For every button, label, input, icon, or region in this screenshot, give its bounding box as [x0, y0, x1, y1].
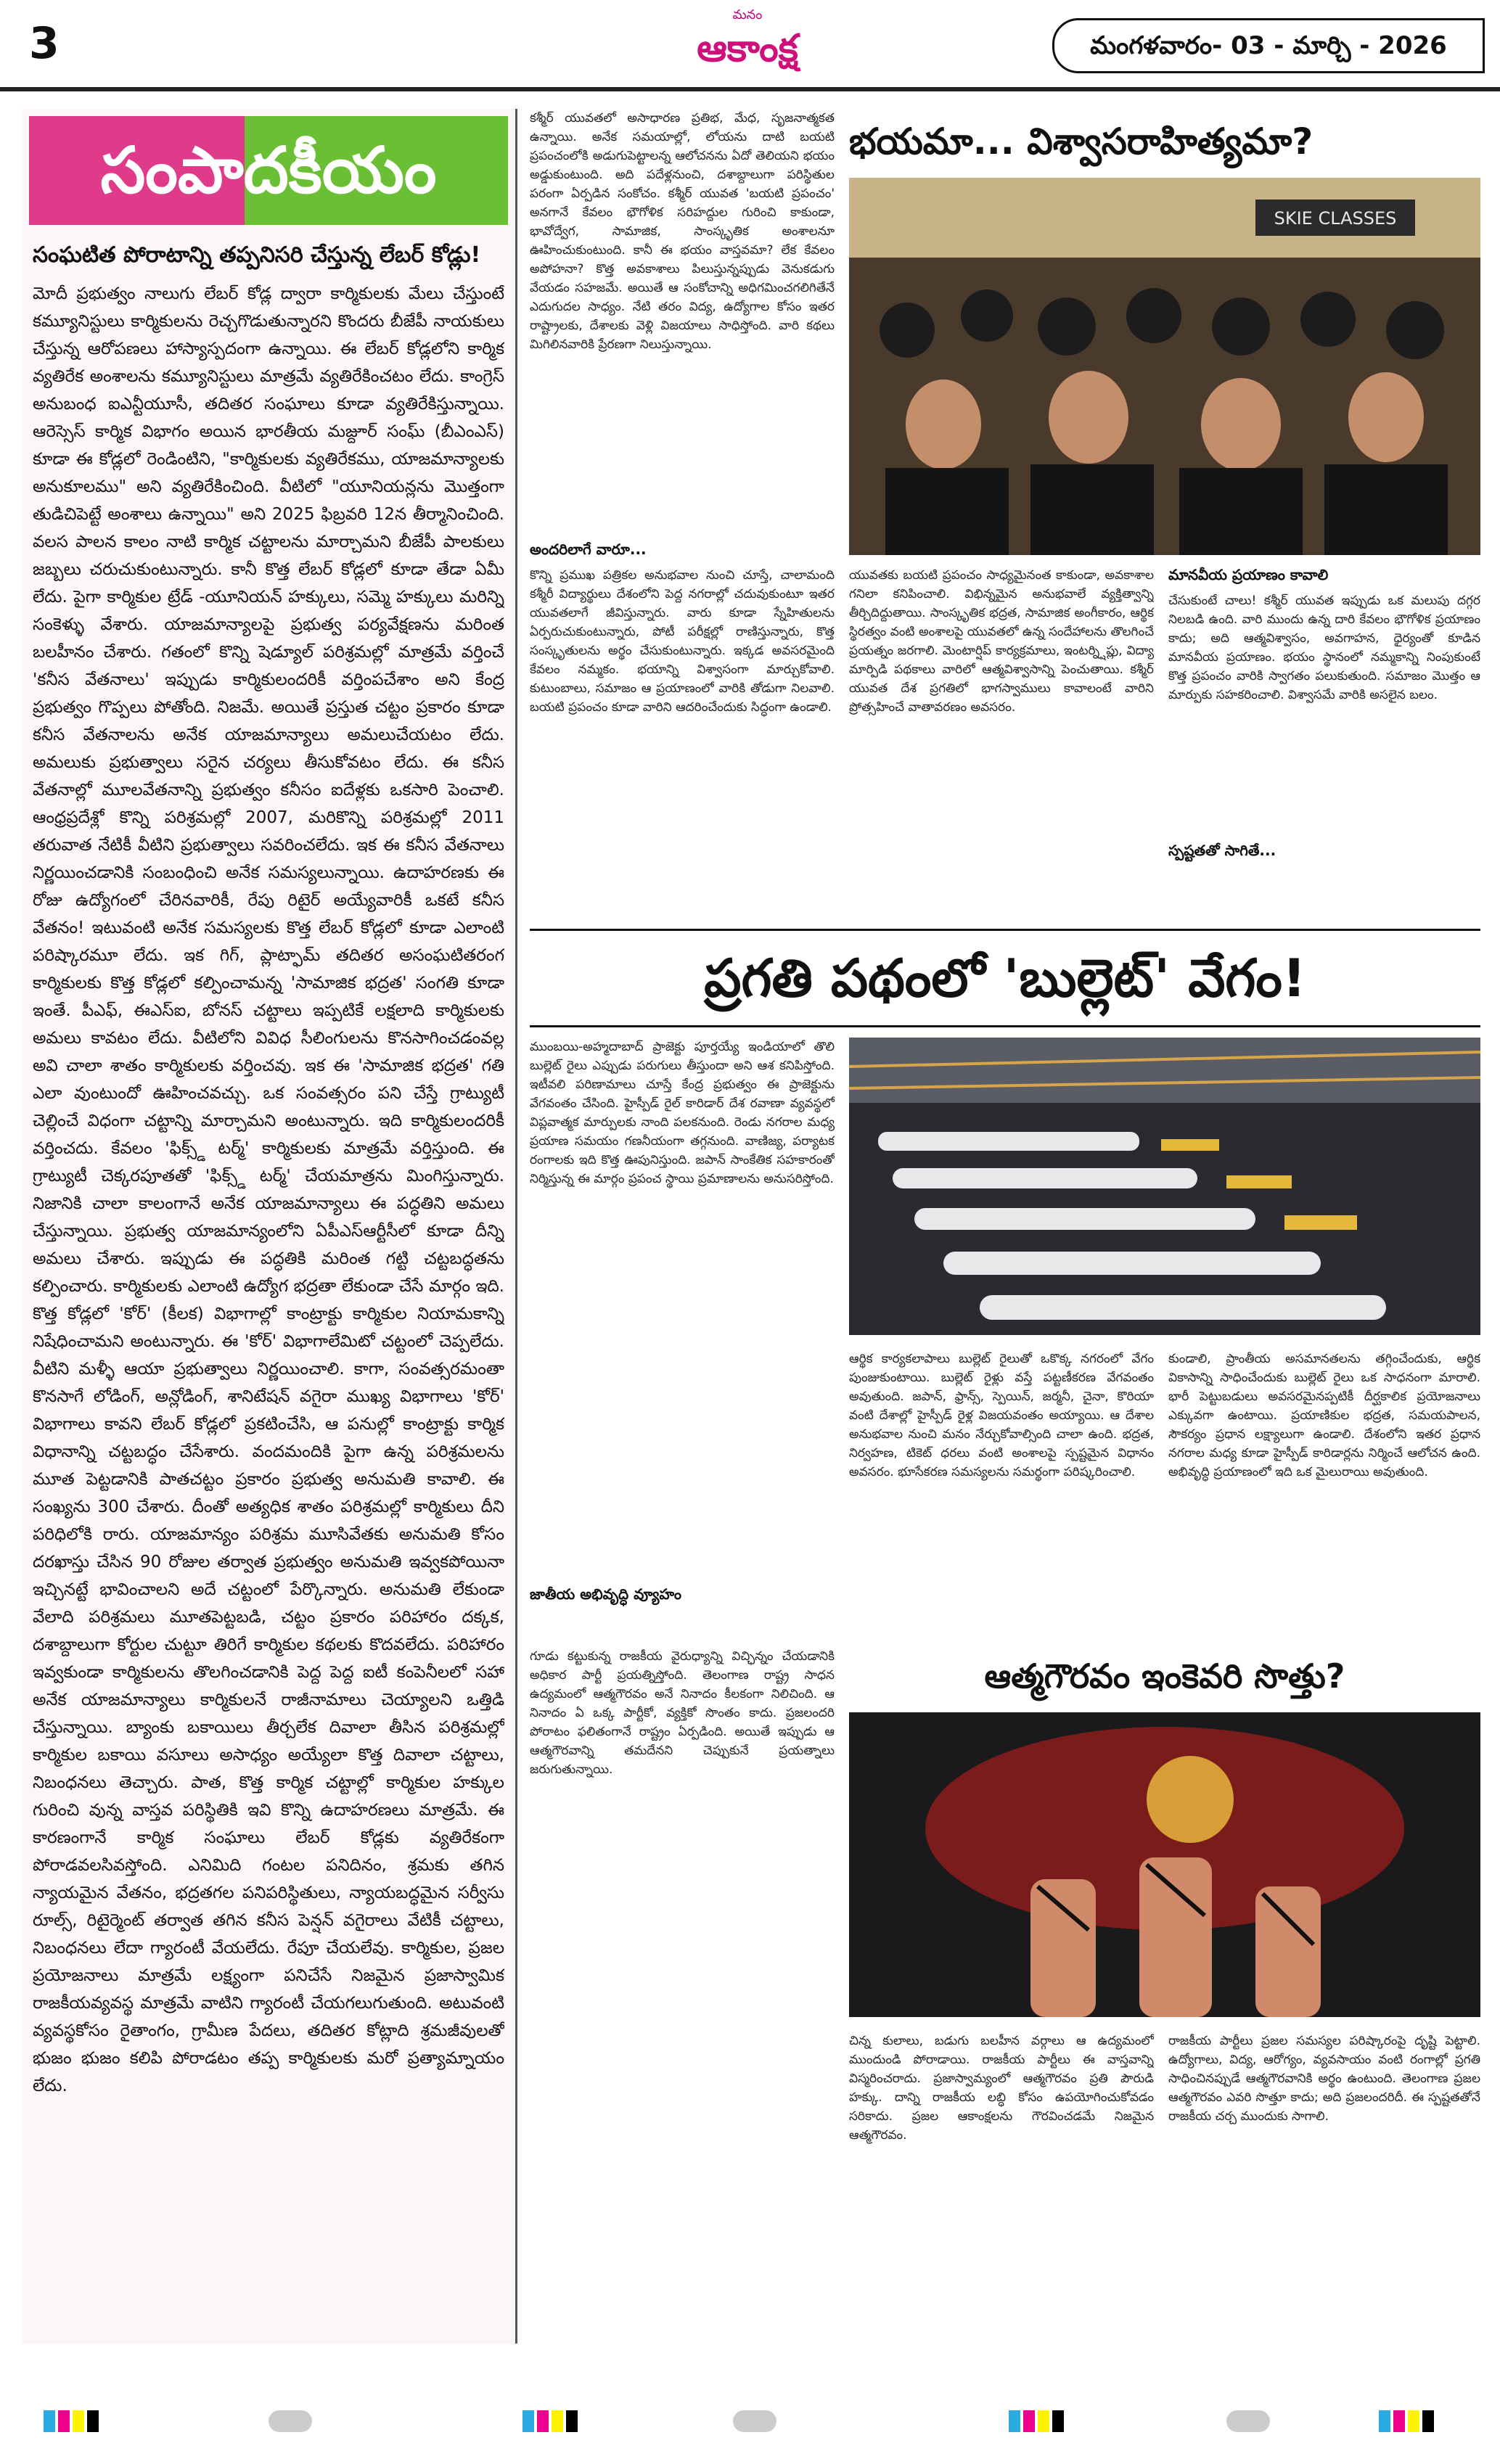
logo-text: ఆకాంక్ష [697, 27, 798, 70]
black-swatch [566, 2410, 578, 2432]
print-registration-strip [0, 2402, 1500, 2445]
article1-subhead-2: మానవీయ ప్రయాణం కావాలి [1168, 566, 1329, 583]
magenta-swatch [1023, 2410, 1035, 2432]
registration-pill [269, 2410, 312, 2432]
editorial-section-banner: సంపాదకీయం [29, 116, 508, 225]
logo-small-text: మనం [732, 7, 763, 22]
article3-col-c: రాజకీయ పార్టీలు ప్రజల సమస్యల పరిష్కారంపై దృష్టి పెట్టాలి. ఉద్యోగాలు, విద్య, ఆరోగ్యం, వ్యవసాయం వంటి రంగాల్లో ప్రగతి సాధించినప్పుడే ఆత్మగౌరవానికి అర్థం ఉంటుంది. తెలంగాణ ప్రజల ఆత్మగౌరవం ఎవరి సొత్తూ కాదు; అది ప్రజలందరిదీ. ఈ స్పష్టతతోనే రాజకీయ చర్చ ముందుకు సాగాలి. [1168, 2034, 1480, 2124]
cyan-swatch [522, 2410, 534, 2432]
editorial-column [22, 109, 517, 2344]
registration-pill [1226, 2410, 1270, 2432]
article2-subhead: జాతీయ అభివృద్ధి వ్యూహం [530, 1585, 681, 1603]
article3-col-b: చిన్న కులాలు, బడుగు బలహీన వర్గాలు ఆ ఉద్యమంలో ముందుండి పోరాడాయి. రాజకీయ పార్టీలు ఈ వాస్తవాన్ని విస్మరించరాదు. ప్రజాస్వామ్యంలో ఆత్మగౌరవం ప్రతి పౌరుడి హక్కు. దాన్ని రాజకీయ లబ్ధి కోసం ఉపయోగించుకోవడం సరికాదు. ప్రజల ఆకాంక్షలను గౌరవించడమే నిజమైన ఆత్మగౌరవం. [849, 2034, 1154, 2143]
classroom-sign-text: SKIE CLASSES [1274, 208, 1397, 229]
article2-photo [849, 1038, 1480, 1335]
article1-subhead: అందరిలాగే వారూ... [530, 541, 647, 558]
magenta-swatch [537, 2410, 549, 2432]
article3-col-a: గూడు కట్టుకున్న రాజకీయ వైరుధ్యాన్ని విచ్ఛిన్నం చేయడానికి అధికార పార్టీ ప్రయత్నిస్తోంది. తెలంగాణ రాష్ట్ర సాధన ఉద్యమంలో ఆత్మగౌరవం అనే నినాదం కీలకంగా నిలిచింది. ఆ నినాదం ఏ ఒక్క పార్టీకో, వ్యక్తికో సొంతం కాదు. ప్రజలందరి పోరాటం ఫలితంగానే రాష్ట్రం ఏర్పడింది. అయితే ఇప్పుడు ఆ ఆత్మగౌరవాన్ని తమదేనని చెప్పుకునే ప్రయత్నాలు జరుగుతున్నాయి. [530, 1649, 835, 1777]
magenta-swatch [58, 2410, 70, 2432]
article2-col-a: ముంబయి-అహ్మదాబాద్ ప్రాజెక్టు పూర్తయ్యే ఇండియాలో తొలి బుల్లెట్ రైలు ఎప్పుడు పరుగులు తీస్తుందా అని ఆశ కనిపిస్తోంది. ఇటీవలి పరిణామాలు చూస్తే కేంద్ర ప్రభుత్వం ఈ ప్రాజెక్టును వేగవంతం చేసింది. హైస్పీడ్ రైల్ కారిడార్ దేశ రవాణా వ్యవస్థలో విప్లవాత్మక మార్పులకు నాంది పలకనుంది. రెండు నగరాల మధ్య ప్రయాణ సమయం గణనీయంగా తగ్గనుంది. వాణిజ్య, పర్యాటక రంగాలకు ఇది కొత్త ఊపునిస్తుంది. జపాన్ సాంకేతిక సహకారంతో నిర్మిస్తున్న ఈ మార్గం ప్రపంచ స్థాయి ప్రమాణాలను అనుసరిస్తోంది. [530, 1040, 835, 1186]
black-swatch [1052, 2410, 1064, 2432]
article1-col-c: యువతకు బయటి ప్రపంచం సాధ్యమైనంత కాకుండా, అవకాశాల గనిలా కనిపించాలి. విభిన్నమైన అనుభవాలే వ్యక్తిత్వాన్ని తీర్చిదిద్దుతాయి. సాంస్కృతిక భద్రత, సామాజిక అంగీకారం, ఆర్థిక స్థిరత్వం వంటి అంశాలపై యువతలో ఉన్న సందేహాలను తొలగించే ప్రయత్నం జరగాలి. మెంటార్షిప్ కార్యక్రమాలు, ఇంటర్న్షిప్లు, విద్యా మార్పిడి పథకాలు వారిలో ఆత్మవిశ్వాసాన్ని పెంచుతాయి. కశ్మీర్ యువత దేశ ప్రగతిలో భాగస్వాములు కావాలంటే వారిని ప్రోత్సహించే వాతావరణం అవసరం. [849, 568, 1154, 715]
page-header [0, 0, 1500, 91]
article2-col-c: కుండాలి, ప్రాంతీయ అసమానతలను తగ్గించేందుకు, ఆర్థిక వికాసాన్ని సాధించేందుకు బుల్లెట్ రైలు ఒక సాధనంగా మారాలి. భారీ పెట్టుబడులు అవసరమైనప్పటికీ దీర్ఘకాలిక ప్రయోజనాలు ఎక్కువగా ఉంటాయి. ప్రయాణికుల భద్రత, సమయపాలన, సౌకర్యం ప్రధాన లక్ష్యాలుగా ఉండాలి. దేశంలోని ఇతర ప్రధాన నగరాల మధ్య కూడా హైస్పీడ్ కారిడార్లను నిర్మించే ఆలోచన ఉంది. అభివృద్ధి ప్రయాణంలో ఇది ఒక మైలురాయి అవుతుంది. [1168, 1352, 1480, 1479]
yellow-swatch [73, 2410, 84, 2432]
article1-col-d: చేసుకుంటే చాలు! కశ్మీర్ యువత ఇప్పుడు ఒక మలుపు దగ్గర నిలబడి ఉంది. వారి ముందు ఉన్న దారి కేవలం భౌగోళిక ప్రయాణం కాదు; అది ఆత్మవిశ్వాసం, అవగాహన, ధైర్యంతో కూడిన మానవీయ ప్రయాణం. భయం స్థానంలో నమ్మకాన్ని నింపుకుంటే కొత్త ప్రపంచం వారికి స్వాగతం పలుకుతుంది. సమాజం మొత్తం ఆ మార్పుకు సహకరించాలి. విశ్వాసమే వారికి అసలైన బలం. [1168, 594, 1480, 702]
classroom-students-image [849, 178, 1480, 555]
cyan-swatch [1379, 2410, 1390, 2432]
article1-headline: భయమా... విశ్వాసరాహిత్యమా? [849, 120, 1313, 163]
editorial-title: సంఘటిత పోరాటాన్ని తప్పనిసరి చేస్తున్న లేబర్ కోడ్లు! [33, 242, 481, 268]
black-swatch [1422, 2410, 1434, 2432]
date-banner: మంగళవారం- 03 - మార్చి - 2026 [1052, 18, 1485, 73]
article3-photo [849, 1712, 1480, 2017]
page-number: 3 [29, 18, 60, 69]
magenta-swatch [1393, 2410, 1405, 2432]
article1-col-b: కొన్ని ప్రముఖ పత్రికల అనుభవాల నుంచి చూస్తే, చాలామంది కశ్మీరీ విద్యార్థులు దేశంలోని పెద్ద నగరాల్లో చదువుకుంటూ ఇతర యువతలాగే జీవిస్తున్నారు. వారు కూడా స్నేహితులను ఏర్పరుచుకుంటున్నారు, పోటీ పరీక్షల్లో రాణిస్తున్నారు, కొత్త సంస్కృతులను అర్థం చేసుకుంటున్నారు. ఇక్కడ అవసరమైంది కేవలం నమ్మకం. భయాన్ని విశ్వాసంగా మార్చుకోవాలి. కుటుంబాలు, సమాజం ఆ ప్రయాణంలో వారికి తోడుగా నిలవాలి. బయటి ప్రపంచం కూడా వారిని ఆదరించేందుకు సిద్ధంగా ఉండాలి. [530, 568, 835, 715]
registration-pill [733, 2410, 776, 2432]
masthead-logo [639, 7, 856, 80]
article2-headline: ప్రగతి పథంలో 'బుల్లెట్' వేగం! [530, 929, 1480, 1027]
article1-subhead-3: స్పష్టతతో సాగితే... [1168, 842, 1276, 859]
cyan-swatch [44, 2410, 55, 2432]
article1-col-a: కశ్మీర్ యువతలో అసాధారణ ప్రతిభ, మేధ, సృజనాత్మకత ఉన్నాయి. అనేక సమయాల్లో, లోయను దాటి బయటి ప్రపంచంలోకి అడుగుపెట్టాలన్న ఆలోచనను ఏదో తెలియని భయం అడ్డుకుంటుంది. అది పదేళ్లనుంచి, దశాబ్దాలుగా పరిస్థితుల పరంగా ఏర్పడిన సంకోచం. కశ్మీర్ యువత 'బయటి ప్రపంచం' అనగానే కేవలం భౌగోళిక సరిహద్దుల గురించి కాకుండా, భావోద్వేగ, సామాజిక, సాంస్కృతిక అంశాలనూ ఊహించుకుంటుంది. కానీ ఈ భయం వాస్తవమా? లేక కేవలం అపోహనా? కొత్త అవకాశాలు పిలుస్తున్నప్పుడు వెనుకడుగు వేయడం సహజమే. అయితే ఆ సంకోచాన్ని అధిగమించగలిగితేనే ఎదుగుదల సాధ్యం. నేటి తరం విద్య, ఉద్యోగాల కోసం ఇతర రాష్ట్రాలకు, దేశాలకు వెళ్లి విజయాలు సాధిస్తోంది. వారి కథలు మిగిలినవారికి ప్రేరణగా నిలుస్తున్నాయి. [530, 111, 835, 352]
cyan-swatch [1009, 2410, 1020, 2432]
yellow-swatch [1408, 2410, 1419, 2432]
yellow-swatch [1038, 2410, 1049, 2432]
bullet-train-depot-image [849, 1038, 1480, 1335]
raised-fists-map-image [849, 1712, 1480, 2017]
black-swatch [87, 2410, 99, 2432]
article3-headline: ఆత్మగౌరవం ఇంకెవరి సొత్తు? [984, 1656, 1345, 1696]
editorial-body: మోదీ ప్రభుత్వం నాలుగు లేబర్ కోడ్ల ద్వారా కార్మికులకు మేలు చేస్తుంటే కమ్యూనిస్టులు కార్మికులను రెచ్చగొడుతున్నారని కొందరు బీజేపీ నాయకులు చేస్తున్న ఆరోపణలు హాస్యాస్పదంగా ఉన్నాయి. ఈ లేబర్ కోడ్లలోని కార్మిక వ్యతిరేక అంశాలను కమ్యూనిస్టులు మాత్రమే వ్యతిరేకించటం లేదు. కాంగ్రెస్ అనుబంధ ఐఎన్టీయూసీ, తదితర సంఘాలు కూడా వ్యతిరేకిస్తున్నాయి. ఆరెస్సెస్ కార్మిక విభాగం అయిన భారతీయ మజ్దూర్ సంఘ్ (బీఎంఎస్) కూడా ఈ కోడ్లలో రెండింటిని, "కార్మికులకు వ్యతిరేకము, యాజమాన్యాలకు అనుకూలము" అని వ్యతిరేకించింది. వీటిలో "యూనియన్లను మొత్తంగా తుడిచిపెట్టే అంశాలు ఉన్నాయి" అని 2025 ఫిబ్రవరి 12న తీర్మానించింది. వలస పాలన కాలం నాటి కార్మిక చట్టాలను మార్చామని బీజేపీ పాలకులు జబ్బలు చరుచుకుంటున్నారు. కానీ కొత్త లేబర్ కోడ్లలో కూడా తేడా ఏమీ లేదు. పైగా కార్మికుల ట్రేడ్ -యూనియన్ హక్కులు, సమ్మె హక్కులు మరిన్ని సంకెళ్ళు వేశారు. యాజమాన్యాలపై ప్రభుత్వ పర్యవేక్షణను మరింత బలహీనం చేశారు. గతంలో కొన్ని షెడ్యూల్ పరిశ్రమల్లో మాత్రమే వర్తించే 'కనీస వేతనాలు' ఇప్పుడు కార్మికులందరికీ వర్తింపచేశాం అని కేంద్ర ప్రభుత్వం గొప్పలు పోతోంది. నిజమే. అయితే ప్రస్తుత చట్టం ప్రకారం కూడా కనీస వేతనాలను అనేక యాజమాన్యాలు అమలుచేయటం లేదు. అమలుకు ప్రభుత్వాలు సరైన చర్యలు తీసుకోవటం లేదు. ఈ కనీస వేతనాల్లో మూలవేతనాన్ని ప్రభుత్వం కనీసం ఐదేళ్లకు ఒకసారి పెంచాలి. ఆంధ్రప్రదేశ్లో కొన్ని పరిశ్రమల్లో 2007, మరికొన్ని పరిశ్రమల్లో 2011 తరువాత నేటికీ వీటిని ప్రభుత్వాలు సవరించలేదు. ఇక ఈ కనీస వేతనాలు నిర్ణయించడానికి సంబంధించి అనేక సమస్యలున్నాయి. ఉదాహరణకు ఈ రోజు ఉద్యోగంలో చేరినవారికీ, రేపు రిటైర్ అయ్యేవారికీ ఒకటే కనీస వేతనం! ఇటువంటి అనేక సమస్యలకు కొత్త లేబర్ కోడ్లలో కూడా ఎలాంటి పరిష్కారమూ లేదు. ఇక గిగ్, ప్లాట్ఫామ్ తదితర అసంఘటితరంగ కార్మికులకు కొత్త కోడ్లలో కల్పించామన్న 'సామాజిక భద్రత' సంగతి కూడా ఇంతే. పీఎఫ్, ఈఎస్ఐ, బోనస్ చట్టాలు ఇప్పటికే లక్షలాది కార్మికులకు అమలు కావటం లేదు. వీటిలోని వివిధ సీలింగులను కొనసాగించడంవల్ల అవి చాలా శాతం కార్మికులకు వర్తించవు. ఇక ఈ 'సామాజిక భద్రత' గతి ఎలా వుంటుందో ఊహించవచ్చు. ఒక సంవత్సరం పని చేస్తే గ్రాట్యుటీ చెల్లించే విధంగా చట్టాన్ని మార్చామని అంటున్నారు. ఇది కార్మికులందరికీ వర్తించదు. కేవలం 'ఫిక్స్డ్ టర్మ్' కార్మికులకు మాత్రమే వర్తిస్తుంది. ఈ గ్రాట్యుటీ చెక్కరపూతతో 'ఫిక్స్డ్ టర్మ్' చేయమాత్రను మింగిస్తున్నారు. నిజానికి చాలా కాలంగానే అనేక యాజమాన్యాలు ఈ పద్ధతిని అమలు చేస్తున్నాయి. ప్రభుత్వ యాజమాన్యంలోని ఏపీఎస్ఆర్టీసీలో కూడా దీన్ని అమలు చేశారు. ఇప్పుడు ఈ పద్ధతికి మరింత గట్టి చట్టబద్ధతను కల్పించారు. కార్మికులకు ఎలాంటి ఉద్యోగ భద్రతా లేకుండా చేసే మార్గం ఇది. కొత్త కోడ్లలో 'కోర్' (కీలక) విభాగాల్లో కాంట్రాక్టు కార్మికుల నియామకాన్ని నిషేధించామని అంటున్నారు. ఈ 'కోర్' విభాగాలేమిటో చట్టంలో చెప్పలేదు. వీటిని మళ్ళీ ఆయా ప్రభుత్వాలు నిర్ణయించాలి. కాగా, సంవత్సరమంతా కొనసాగే లోడింగ్, అన్లోడింగ్, శానిటేషన్ వగైరా ముఖ్య విభాగాలు 'కోర్' విభాగాలు కావని లేబర్ కోడ్లలో ప్రకటించేసి, ఆ పనుల్లో కాంట్రాక్టు కార్మిక విధానాన్ని చట్టబద్ధం చేసేశారు. వందమందికి పైగా ఉన్న పరిశ్రమలను మూత పెట్టడానికి పాతచట్టం ప్రకారం ప్రభుత్వ అనుమతి కావాలి. ఈ సంఖ్యను 300 చేశారు. దీంతో అత్యధిక శాతం పరిశ్రమల్లో కార్మికులు దీని పరిధిలోకి రారు. యాజమాన్యం పరిశ్రమ మూసివేతకు అనుమతి కోసం దరఖాస్తు చేసిన 90 రోజుల తర్వాత ప్రభుత్వం అనుమతి ఇవ్వకపోయినా ఇచ్చినట్టే భావించాలని అదే చట్టంలో పేర్కొన్నారు. అనుమతి లేకుండా వేలాది పరిశ్రమలు మూతపెట్టబడి, చట్టం ప్రకారం పరిహారం దక్కక, దశాబ్దాలుగా కోర్టుల చుట్టూ తిరిగే కార్మికుల కథలకు కొదవలేదు. పరిహారం ఇవ్వకుండా కార్మికులను తొలగించడానికి పెద్ద పెద్ద ఐటీ కంపెనీలలో సహా అనేక యాజమాన్యాలు కార్మికులనే రాజీనామాలు చెయ్యాలని ఒత్తిడి చేస్తున్నాయి. బ్యాంకు బకాయిలు తీర్చలేక దివాలా తీసిన పరిశ్రమల్లో కార్మికుల బకాయి వసూలు అసాధ్యం అయ్యేలా కొత్త దివాలా చట్టాలు, నిబంధనలు తెచ్చారు. పాత, కొత్త కార్మిక చట్టాల్లో కార్మికుల హక్కుల గురించి వున్న వాస్తవ పరిస్థితికి ఇవి కొన్ని ఉదాహరణలు మాత్రమే. ఈ కారణంగానే కార్మిక సంఘాలు లేబర్ కోడ్లకు వ్యతిరేకంగా పోరాడవలసివస్తోంది. ఎనిమిది గంటల పనిదినం, శ్రమకు తగిన న్యాయమైన వేతనం, భద్రతగల పనిపరిస్థితులు, న్యాయబద్ధమైన సర్వీసు రూల్స్, రిటైర్మెంట్ తర్వాత తగిన కనీస పెన్షన్ వగైరాలు వేటికీ చట్టాలు, నిబంధనలు లేదా గ్యారంటీ వేయలేదు. రేపూ చేయలేవు. కార్మికుల, ప్రజల ప్రయోజనాలు మాత్రమే లక్ష్యంగా పనిచేసే నిజమైన ప్రజాస్వామిక రాజకీయవ్యవస్థ మాత్రమే వాటిని గ్యారంటీ చేయగలుగుతుంది. అటువంటి వ్యవస్థకోసం రైతాంగం, గ్రామీణ పేదలు, తదితర కోట్లాది శ్రమజీవులతో భుజం భుజం కలిపి పోరాడటం తప్ప కార్మికులకు మరో ప్రత్యామ్నాయం లేదు. [33, 284, 504, 2095]
article1-photo [849, 178, 1480, 555]
article2-col-b: ఆర్థిక కార్యకలాపాలు బుల్లెట్ రైలుతో ఒకొక్క నగరంలో వేగం పుంజుకుంటాయి. బుల్లెట్ రైళ్లు వస్తే పట్టణీకరణ వేగవంతం అవుతుంది. జపాన్, ఫ్రాన్స్, స్పెయిన్, జర్మనీ, చైనా, కొరియా వంటి దేశాల్లో హైస్పీడ్ రైళ్ల విజయవంతం అయ్యాయి. ఆ దేశాల అనుభవాల నుంచి మనం నేర్చుకోవాల్సింది చాలా ఉంది. భద్రత, నిర్వహణ, టికెట్ ధరలు వంటి అంశాలపై స్పష్టమైన విధానం అవసరం. భూసేకరణ సమస్యలను సమర్థంగా పరిష్కరించాలి. [849, 1352, 1154, 1479]
yellow-swatch [552, 2410, 563, 2432]
